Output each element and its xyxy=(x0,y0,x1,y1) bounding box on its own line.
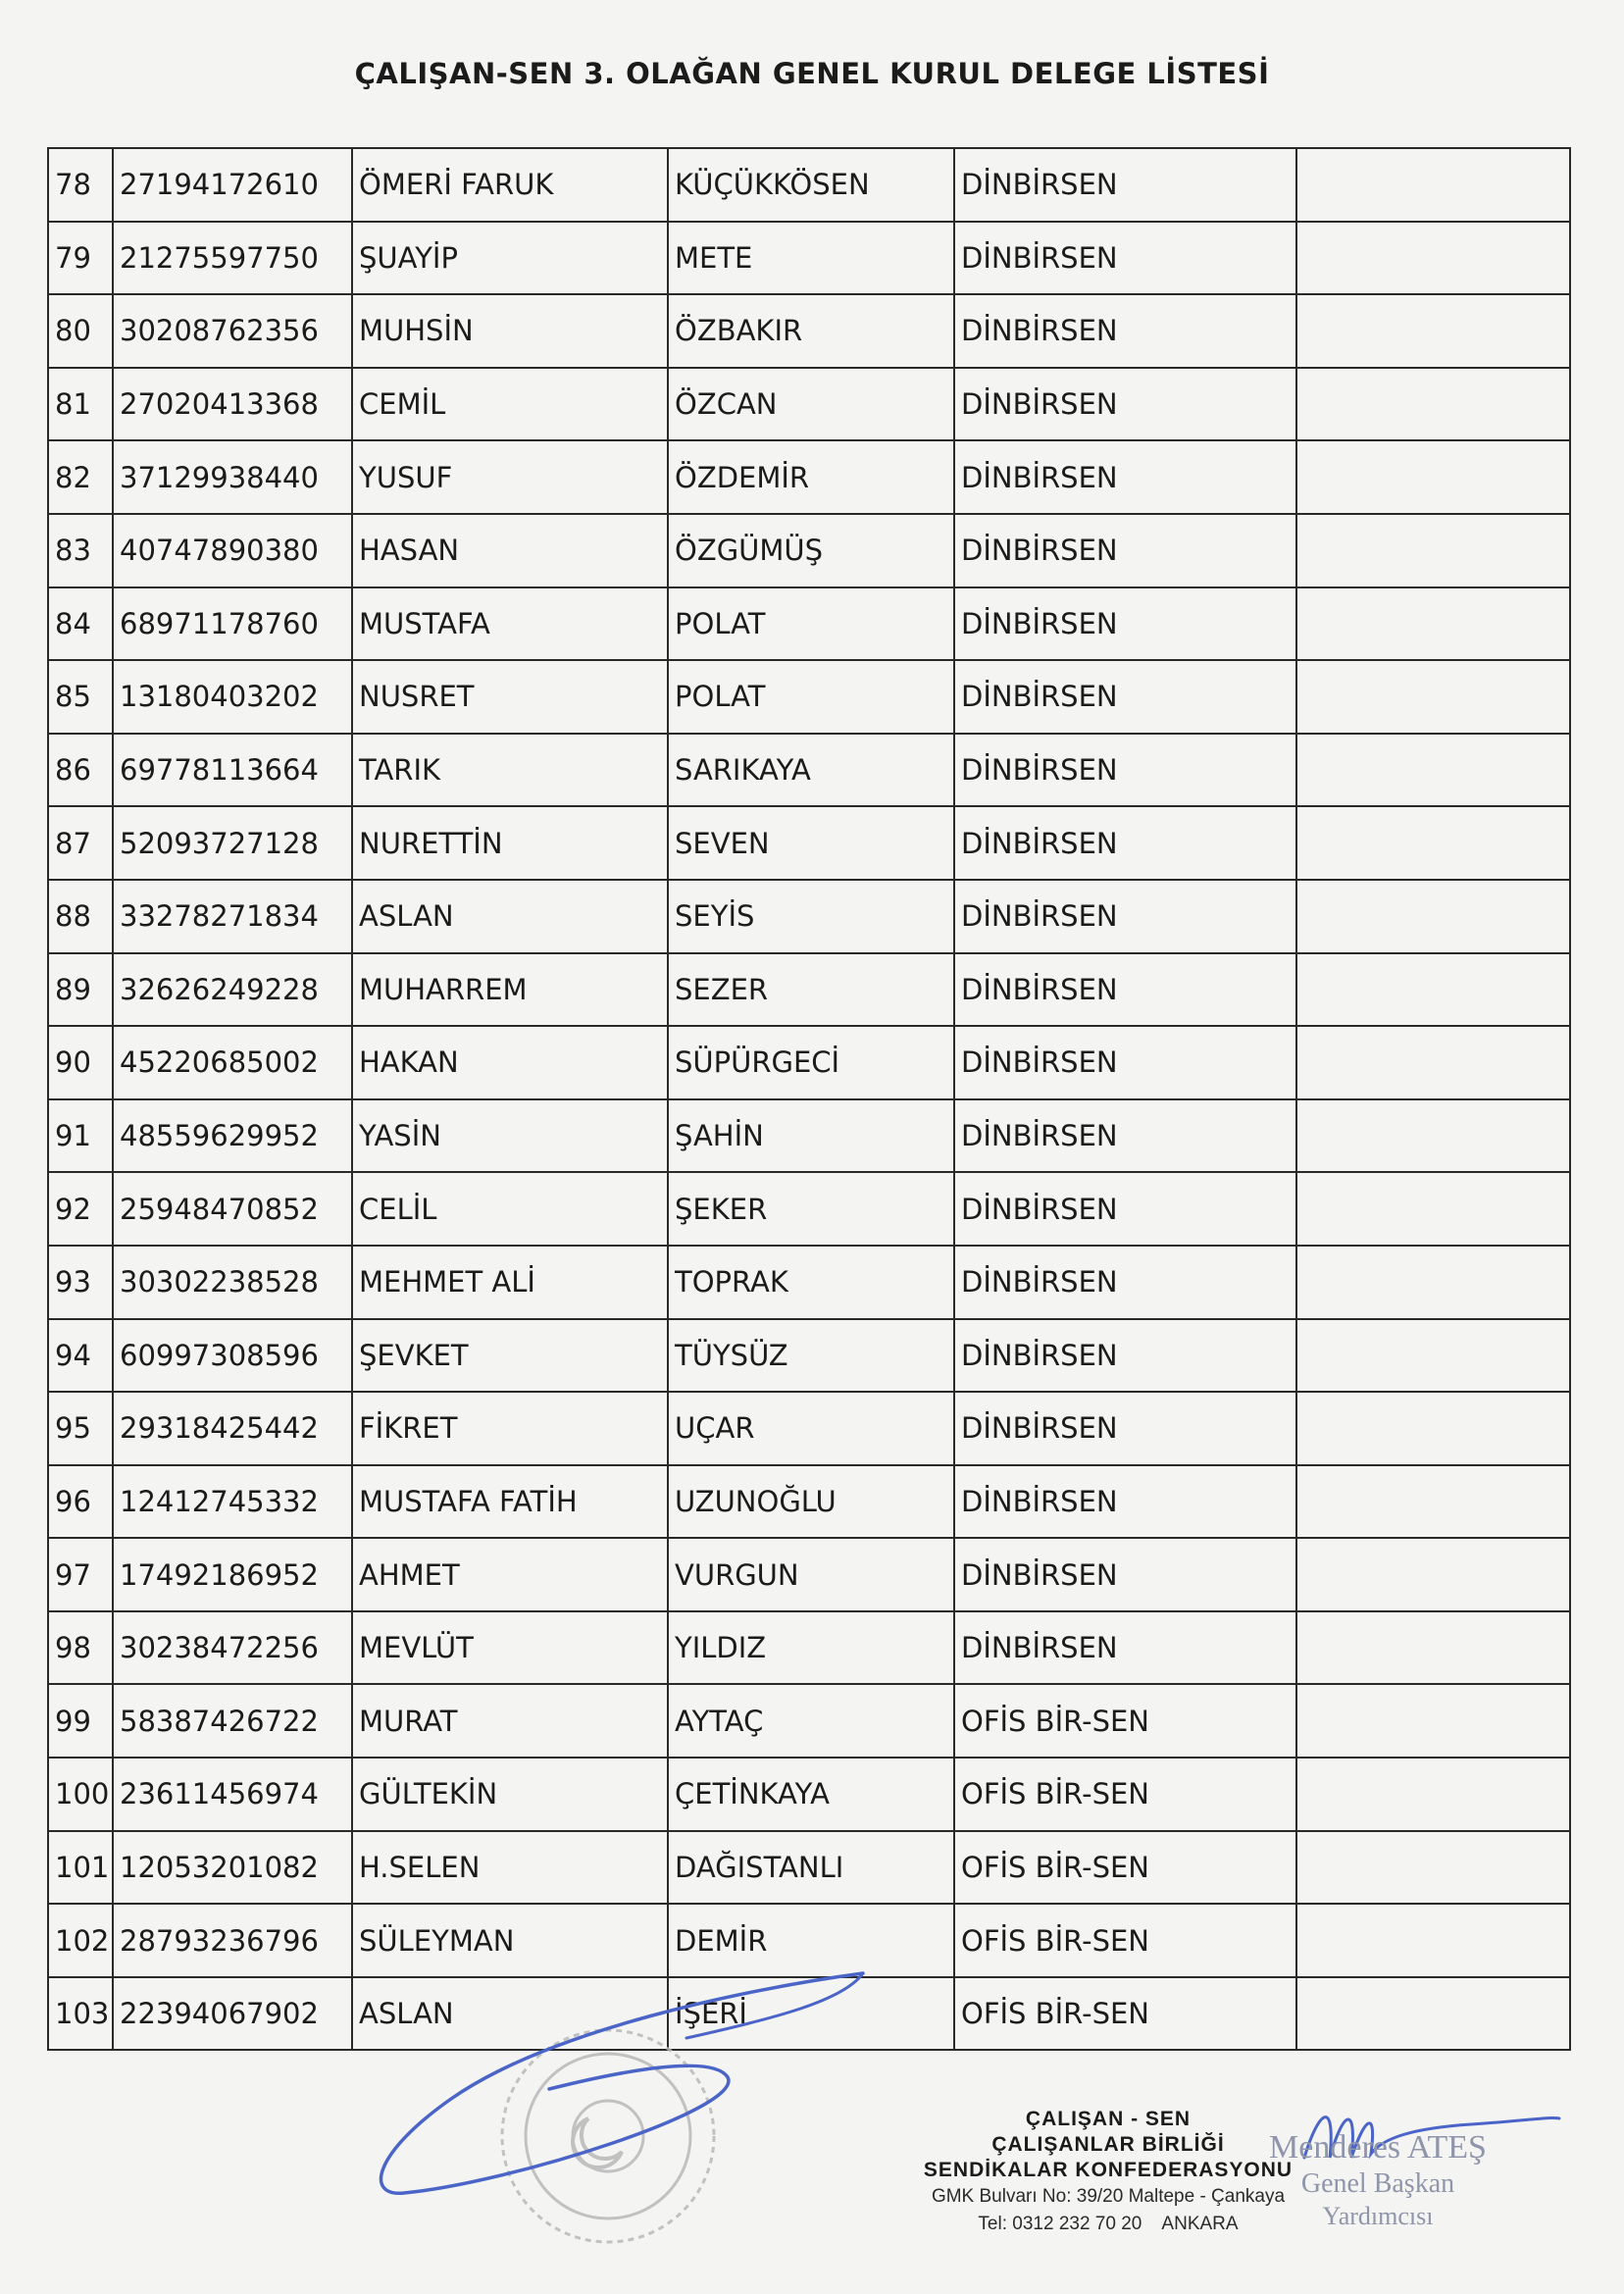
union-name-cell: DİNBİRSEN xyxy=(954,294,1296,368)
row-number-cell: 83 xyxy=(48,514,113,587)
first-name-cell: MUHARREM xyxy=(352,953,668,1027)
id-number-cell: 52093727128 xyxy=(113,806,352,880)
last-name-cell: DAĞISTANLI xyxy=(668,1831,954,1905)
row-number-cell: 96 xyxy=(48,1465,113,1539)
first-name-cell: YASİN xyxy=(352,1099,668,1173)
footer-city: ANKARA xyxy=(1161,2214,1239,2234)
first-name-cell: H.SELEN xyxy=(352,1831,668,1905)
last-name-cell: SARIKAYA xyxy=(668,734,954,807)
last-name-cell: YILDIZ xyxy=(668,1611,954,1685)
id-number-cell: 32626249228 xyxy=(113,953,352,1027)
union-name-cell: DİNBİRSEN xyxy=(954,734,1296,807)
row-number-cell: 86 xyxy=(48,734,113,807)
union-name-cell: OFİS BİR-SEN xyxy=(954,1904,1296,1977)
first-name-cell: MUHSİN xyxy=(352,294,668,368)
first-name-cell: ASLAN xyxy=(352,1977,668,2051)
union-name-cell: DİNBİRSEN xyxy=(954,368,1296,441)
footer-org-line3: SENDİKALAR KONFEDERASYONU xyxy=(923,2159,1294,2181)
id-number-cell: 25948470852 xyxy=(113,1172,352,1246)
first-name-cell: HAKAN xyxy=(352,1026,668,1099)
last-name-cell: KÜÇÜKKÖSEN xyxy=(668,148,954,222)
first-name-cell: CEMİL xyxy=(352,368,668,441)
id-number-cell: 22394067902 xyxy=(113,1977,352,2051)
first-name-cell: ŞEVKET xyxy=(352,1319,668,1393)
first-name-cell: MEHMET ALİ xyxy=(352,1246,668,1319)
union-name-cell: DİNBİRSEN xyxy=(954,880,1296,953)
id-number-cell: 40747890380 xyxy=(113,514,352,587)
first-name-cell: GÜLTEKİN xyxy=(352,1758,668,1831)
union-name-cell: DİNBİRSEN xyxy=(954,1538,1296,1611)
first-name-cell: SÜLEYMAN xyxy=(352,1904,668,1977)
id-number-cell: 23611456974 xyxy=(113,1758,352,1831)
id-number-cell: 30302238528 xyxy=(113,1246,352,1319)
last-name-cell: POLAT xyxy=(668,587,954,661)
last-name-cell: ÇETİNKAYA xyxy=(668,1758,954,1831)
id-number-cell: 69778113664 xyxy=(113,734,352,807)
union-name-cell: DİNBİRSEN xyxy=(954,440,1296,514)
last-name-cell: TOPRAK xyxy=(668,1246,954,1319)
first-name-cell: ASLAN xyxy=(352,880,668,953)
first-name-cell: NUSRET xyxy=(352,660,668,734)
page-title: ÇALIŞAN-SEN 3. OLAĞAN GENEL KURUL DELEGE LİSTESİ xyxy=(354,57,1270,90)
first-name-cell: ŞUAYİP xyxy=(352,222,668,295)
union-name-cell: OFİS BİR-SEN xyxy=(954,1977,1296,2051)
last-name-cell: ŞAHİN xyxy=(668,1099,954,1173)
first-name-cell: MUSTAFA FATİH xyxy=(352,1465,668,1539)
row-number-cell: 89 xyxy=(48,953,113,1027)
union-name-cell: OFİS BİR-SEN xyxy=(954,1758,1296,1831)
union-name-cell: OFİS BİR-SEN xyxy=(954,1831,1296,1905)
row-number-cell: 90 xyxy=(48,1026,113,1099)
row-number-cell: 99 xyxy=(48,1684,113,1758)
union-name-cell: DİNBİRSEN xyxy=(954,587,1296,661)
id-number-cell: 60997308596 xyxy=(113,1319,352,1393)
first-name-cell: TARIK xyxy=(352,734,668,807)
row-number-cell: 91 xyxy=(48,1099,113,1173)
last-name-cell: ÖZGÜMÜŞ xyxy=(668,514,954,587)
last-name-cell: DEMİR xyxy=(668,1904,954,1977)
last-name-cell: ŞEKER xyxy=(668,1172,954,1246)
id-number-cell: 48559629952 xyxy=(113,1099,352,1173)
last-name-cell: ÖZBAKIR xyxy=(668,294,954,368)
row-number-cell: 102 xyxy=(48,1904,113,1977)
row-number-cell: 82 xyxy=(48,440,113,514)
id-number-cell: 13180403202 xyxy=(113,660,352,734)
last-name-cell: AYTAÇ xyxy=(668,1684,954,1758)
first-name-cell: YUSUF xyxy=(352,440,668,514)
footer-phone: Tel: 0312 232 70 20 xyxy=(978,2214,1142,2234)
row-number-cell: 84 xyxy=(48,587,113,661)
row-number-cell: 101 xyxy=(48,1831,113,1905)
union-name-cell: OFİS BİR-SEN xyxy=(954,1684,1296,1758)
id-number-cell: 29318425442 xyxy=(113,1392,352,1465)
row-number-cell: 80 xyxy=(48,294,113,368)
footer-org-line1: ÇALIŞAN - SEN xyxy=(1025,2108,1192,2130)
id-number-cell: 27020413368 xyxy=(113,368,352,441)
signatory-title-line1: Genel Başkan xyxy=(1300,2168,1455,2199)
last-name-cell: TÜYSÜZ xyxy=(668,1319,954,1393)
id-number-cell: 33278271834 xyxy=(113,880,352,953)
last-name-cell: METE xyxy=(668,222,954,295)
footer-org-line2: ÇALIŞANLAR BİRLİĞİ xyxy=(991,2133,1225,2156)
first-name-cell: NURETTİN xyxy=(352,806,668,880)
last-name-cell: POLAT xyxy=(668,660,954,734)
last-name-cell: İŞERİ xyxy=(668,1977,954,2051)
union-name-cell: DİNBİRSEN xyxy=(954,1172,1296,1246)
id-number-cell: 21275597750 xyxy=(113,222,352,295)
first-name-cell: MEVLÜT xyxy=(352,1611,668,1685)
union-name-cell: DİNBİRSEN xyxy=(954,222,1296,295)
last-name-cell: UZUNOĞLU xyxy=(668,1465,954,1539)
row-number-cell: 103 xyxy=(48,1977,113,2051)
first-name-cell: FİKRET xyxy=(352,1392,668,1465)
union-name-cell: DİNBİRSEN xyxy=(954,1099,1296,1173)
row-number-cell: 98 xyxy=(48,1611,113,1685)
row-number-cell: 97 xyxy=(48,1538,113,1611)
union-name-cell: DİNBİRSEN xyxy=(954,1319,1296,1393)
row-number-cell: 78 xyxy=(48,148,113,222)
union-name-cell: DİNBİRSEN xyxy=(954,660,1296,734)
row-number-cell: 81 xyxy=(48,368,113,441)
union-name-cell: DİNBİRSEN xyxy=(954,1246,1296,1319)
first-name-cell: ÖMERİ FARUK xyxy=(352,148,668,222)
signatory-title-line2: Yardımcısı xyxy=(1322,2202,1434,2230)
union-name-cell: DİNBİRSEN xyxy=(954,1611,1296,1685)
id-number-cell: 12053201082 xyxy=(113,1831,352,1905)
row-number-cell: 85 xyxy=(48,660,113,734)
signatory-name: Menderes ATEŞ xyxy=(1269,2129,1487,2166)
id-number-cell: 58387426722 xyxy=(113,1684,352,1758)
row-number-cell: 79 xyxy=(48,222,113,295)
first-name-cell: MUSTAFA xyxy=(352,587,668,661)
pen-signature-stroke xyxy=(381,1973,863,2193)
row-number-cell: 88 xyxy=(48,880,113,953)
row-number-cell: 92 xyxy=(48,1172,113,1246)
union-name-cell: DİNBİRSEN xyxy=(954,953,1296,1027)
first-name-cell: MURAT xyxy=(352,1684,668,1758)
union-name-cell: DİNBİRSEN xyxy=(954,1465,1296,1539)
last-name-cell: SÜPÜRGECİ xyxy=(668,1026,954,1099)
last-name-cell: UÇAR xyxy=(668,1392,954,1465)
footer-address: GMK Bulvarı No: 39/20 Maltepe - Çankaya xyxy=(931,2186,1286,2207)
last-name-cell: VURGUN xyxy=(668,1538,954,1611)
last-name-cell: SEZER xyxy=(668,953,954,1027)
first-name-cell: HASAN xyxy=(352,514,668,587)
row-number-cell: 100 xyxy=(48,1758,113,1831)
id-number-cell: 12412745332 xyxy=(113,1465,352,1539)
last-name-cell: SEYİS xyxy=(668,880,954,953)
union-name-cell: DİNBİRSEN xyxy=(954,514,1296,587)
union-name-cell: DİNBİRSEN xyxy=(954,1026,1296,1099)
id-number-cell: 68971178760 xyxy=(113,587,352,661)
union-name-cell: DİNBİRSEN xyxy=(954,806,1296,880)
id-number-cell: 45220685002 xyxy=(113,1026,352,1099)
first-name-cell: CELİL xyxy=(352,1172,668,1246)
row-number-cell: 93 xyxy=(48,1246,113,1319)
last-name-cell: SEVEN xyxy=(668,806,954,880)
last-name-cell: ÖZCAN xyxy=(668,368,954,441)
id-number-cell: 17492186952 xyxy=(113,1538,352,1611)
id-number-cell: 28793236796 xyxy=(113,1904,352,1977)
official-seal xyxy=(502,2030,714,2242)
row-number-cell: 95 xyxy=(48,1392,113,1465)
row-number-cell: 87 xyxy=(48,806,113,880)
union-name-cell: DİNBİRSEN xyxy=(954,148,1296,222)
id-number-cell: 27194172610 xyxy=(113,148,352,222)
id-number-cell: 37129938440 xyxy=(113,440,352,514)
union-name-cell: DİNBİRSEN xyxy=(954,1392,1296,1465)
pen-signature-stroke-2 xyxy=(686,1973,863,2038)
last-name-cell: ÖZDEMİR xyxy=(668,440,954,514)
row-number-cell: 94 xyxy=(48,1319,113,1393)
id-number-cell: 30238472256 xyxy=(113,1611,352,1685)
first-name-cell: AHMET xyxy=(352,1538,668,1611)
signature-block xyxy=(1216,2128,1540,2232)
id-number-cell: 30208762356 xyxy=(113,294,352,368)
